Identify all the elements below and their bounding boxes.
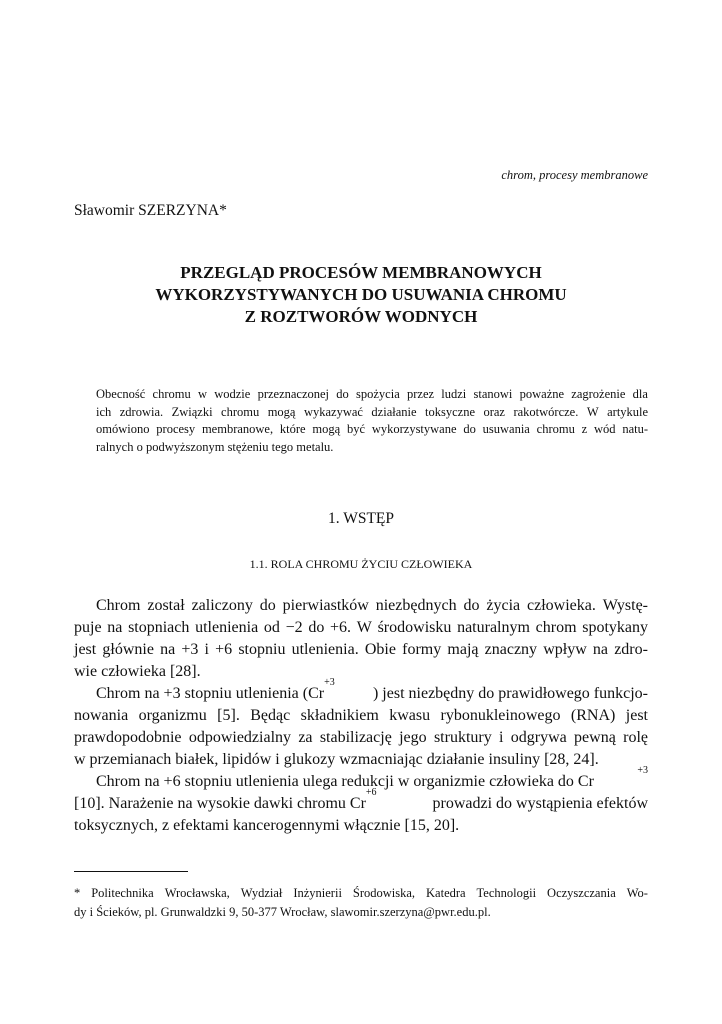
body-line bbox=[74, 765, 648, 793]
title-line: WYKORZYSTYWANYCH DO USUWANIA CHROMU bbox=[155, 285, 567, 304]
abstract-line: omówiono procesy membranowe, które mogą być wykorzystywane do usuwania chromu z wód natu- bbox=[96, 422, 648, 436]
text-span: [10]. Narażenie na wysokie dawki chromu Cr bbox=[74, 795, 366, 812]
abstract-line: Obecność chromu w wodzie przeznaczonej do spożycia przez ludzi stanowi poważne zagrożenie dla bbox=[96, 387, 648, 401]
footnote-line: dy i Ścieków, pl. Grunwaldzki 9, 50-377 Wrocław, slawomir.szerzyna@pwr.edu.pl. bbox=[74, 905, 491, 919]
text-span: Chrom na +6 stopniu utlenienia ulega redukcji w organizmie człowieka do Cr bbox=[96, 773, 594, 790]
body-line: jest głównie na +3 i +6 stopniu utlenienia. Obie formy mają znaczny wpływ na zdro- bbox=[74, 641, 648, 658]
abstract-line: ralnych o podwyższonym stężeniu tego metalu. bbox=[96, 439, 334, 454]
body-line bbox=[74, 677, 648, 705]
footnote-divider bbox=[74, 871, 188, 872]
text-span: Chrom na +3 stopniu utlenienia (Cr bbox=[96, 685, 325, 702]
footnote-line: * Politechnika Wrocławska, Wydział Inżynierii Środowiska, Katedra Technologii Oczyszczania Wo- bbox=[74, 886, 648, 900]
body-line: toksycznych, z efektami kancerogennymi włącznie [15, 20]. bbox=[74, 817, 460, 834]
body-line: prawdopodobnie odpowiedzialny za stabilizację jego struktury i odgrywa pewną rolę bbox=[74, 729, 648, 746]
author: Sławomir SZERZYNA* bbox=[74, 202, 227, 219]
subsection-heading: 1.1. ROLA CHROMU ŻYCIU CZŁOWIEKA bbox=[249, 557, 473, 571]
body-text bbox=[74, 595, 648, 837]
article-title bbox=[74, 262, 648, 328]
text-span: ) jest niezbędny do prawidłowego funkcjo- bbox=[372, 685, 648, 702]
title-line: Z ROZTWORÓW WODNYCH bbox=[244, 307, 478, 326]
title-line: PRZEGLĄD PROCESÓW MEMBRANOWYCH bbox=[180, 263, 542, 282]
keywords: chrom, procesy membranowe bbox=[501, 168, 648, 182]
body-line bbox=[74, 787, 648, 815]
superscript: +6 bbox=[365, 787, 377, 798]
body-line: nowania organizmu [5]. Będąc składnikiem kwasu rybonukleinowego (RNA) jest bbox=[74, 707, 648, 724]
superscript: +3 bbox=[324, 677, 335, 688]
body-line: puje na stopniach utlenienia od −2 do +6. W środowisku naturalnym chrom spotykany bbox=[74, 619, 648, 636]
abstract-line: ich zdrowia. Związki chromu mogą wykazywać działanie toksyczne oraz rakotwórcze. W artykule bbox=[96, 404, 649, 419]
body-line: Chrom został zaliczony do pierwiastków niezbędnych do życia człowieka. Wystę- bbox=[96, 597, 649, 614]
footnote bbox=[74, 884, 648, 922]
body-line: wie człowieka [28]. bbox=[74, 663, 201, 680]
text-span: prowadzi do wystąpienia efektów bbox=[432, 795, 648, 812]
body-line: w przemianach białek, lipidów i glukozy wzmacniając działanie insuliny [28, 24]. bbox=[74, 751, 599, 768]
section-heading: 1. WSTĘP bbox=[327, 510, 395, 527]
superscript: +3 bbox=[637, 765, 648, 776]
abstract bbox=[96, 386, 648, 456]
